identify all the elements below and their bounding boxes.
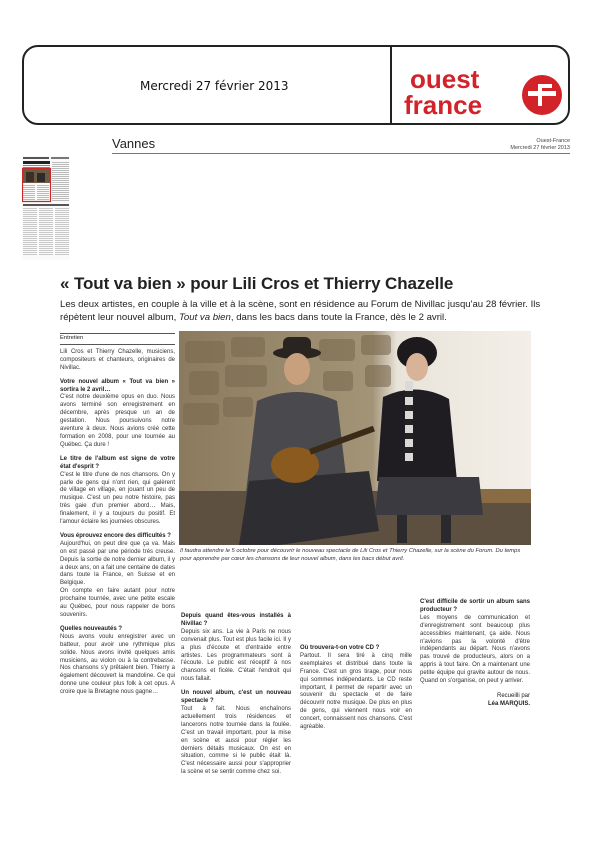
answer-3a: Aujourd'hui, on peut dire que ça va. Mais on est passé par une période très creuse. Depuis la sortie de notre dernier album, il y a deux ans, on a fait une centaine de dates dans toute la France, en Suisse et en Belgique. [60, 540, 175, 587]
ouest-france-logo [404, 64, 564, 118]
deck-text-1: Les deux artistes, en couple à la ville et à la scène, sont en résidence au Forum de Nivillac jusqu'au 28 février. Ils répètent leur nouvel album, [60, 299, 541, 323]
article-headline: « Tout va bien » pour Lili Cros et Thierry Chazelle [60, 274, 454, 293]
question-5: Depuis quand êtes-vous installés à Nivillac ? [181, 613, 291, 627]
publication-info [510, 138, 570, 151]
logo-word-france: france [404, 90, 483, 118]
answer-2: C'est le titre d'une de nos chansons. On y parle de gens qui n'ont rien, qui galèrent de village en village, en jouant un peu de musique. C'est un peu notre histoire, pas très gaie d'un premier abord… Mais, finalement, il y a toujours du positif. Et l'amour éclaire les journées obscures. [60, 471, 175, 526]
question-6: Un nouvel album, c'est un nouveau spectacle ? [181, 690, 291, 705]
publication-date: Mercredi 27 février 2013 [510, 144, 570, 151]
photo-caption: Il faudra attendre le 5 octobre pour découvrir le nouveau spectacle de Lili Cros et Thierry Chazelle, sur la scène du Forum. Du temps pour apprendre par cœur les chansons de leur nouvel album, dans les bacs début avril. [180, 548, 521, 562]
article-column-2 [181, 577, 291, 777]
section-rule [112, 153, 570, 154]
article-column-1 [60, 333, 175, 697]
byline-label: Recueilli par [496, 692, 530, 699]
article-intro: Lili Cros et Thierry Chazelle, musiciens, compositeurs et chanteurs, originaires de Nivillac. [60, 348, 175, 371]
answer-3b: On compte en faire autant pour notre prochaine tournée, avec une petite escale au Québec, pour nous rappeler de bons souvenirs. [60, 588, 175, 618]
publication-name: Ouest-France [536, 138, 570, 144]
question-4: Quelles nouveautés ? [60, 625, 123, 632]
question-7: Où trouvera-t-on votre CD ? [300, 645, 380, 651]
deck-album-title: Tout va bien [178, 311, 231, 323]
question-1: Votre nouvel album « Tout va bien » sortira le 2 avril… [60, 378, 175, 393]
answer-5: Depuis six ans. La vie à Paris ne nous convenait plus. Tout est plus facile ici. Il y a plus d'écoute et d'entraide entre artistes. Les programmateurs sont à l'écoute. Le public est réceptif à nos chansons et ficèle. C'était l'endroit qui nous fallait. [181, 628, 291, 683]
article-column-3 [300, 577, 412, 732]
edition-date: Mercredi 27 février 2013 [140, 79, 289, 93]
answer-4: Nous avons voulu enregistrer avec un batteur, pour avoir une rythmique plus solide. Nous avons invité quelques amis musiciens, au violon ou à la contrebasse. Nos chansons s'y prêtaient bien. Thierry a également découvert la mandoline. Ce qui donne une couleur plus folk à cet opus. A croire que la Bretagne nous gagne… [60, 633, 175, 696]
deck-text-2: , dans les bacs dans toute la France, dès le 2 avril. [230, 311, 447, 323]
section-title: Vannes [112, 136, 156, 151]
byline-name: Léa MARQUIS. [487, 700, 530, 707]
question-8: C'est difficile de sortir un album sans producteur ? [420, 599, 530, 613]
page-thumbnail [22, 156, 70, 260]
logo-word-ouest: ouest [410, 64, 480, 94]
answer-6: Tout à fait. Nous enchaînons actuellement trois résidences et lancerons notre tournée dans la foulée. C'est un travail important, pour la mise en scène et aussi pour régler les derniers détails musicaux. On est en situation, comme si le public était là. C'est nécessaire aussi pour s'approprier la scène et se sentir comme chez soi. [181, 705, 291, 776]
article-byline [420, 692, 530, 708]
article-kicker: Entretien [60, 333, 175, 345]
article-photo [179, 331, 531, 545]
answer-8: Les moyens de communication et d'enregistrement sont beaucoup plus accessibles maintenant, ça aide. Nous n'avions pas la volonté d'être indépendants au départ. Nous n'avons pas trouvé de producteurs, alors on a appris à tout faire. On a maintenant une petite équipe qui gravite autour de nous. Quand on s'organise, on peut y arriver. [420, 614, 530, 685]
answer-1: C'est notre deuxième opus en duo. Nous avons terminé son enregistrement en décembre, après presque un an de gestation. Nous poursuivons notre aventure à deux. Nous avions créé cette formation en 2008, pour une tournée au Québec. Ça dure ! [60, 394, 175, 448]
question-2: Le titre de l'album est signe de votre état d'esprit ? [60, 455, 175, 470]
question-3: Vous éprouvez encore des difficultés ? [60, 532, 171, 539]
masthead-divider [390, 45, 392, 125]
answer-7: Partout. Il sera tiré à cinq mille exemplaires et distribué dans toute la France. C'est un gros tirage, pour nous qui sommes indépendants. Le CD reste important, il permet de repartir avec un souvenir du spectacle et de faire découvrir notre musique. De plus en plus de gens, qui viennent nous voir en concert, connaissent nos chansons. C'est agréable. [300, 652, 412, 731]
article-column-4 [420, 577, 530, 708]
article-deck [60, 299, 560, 324]
